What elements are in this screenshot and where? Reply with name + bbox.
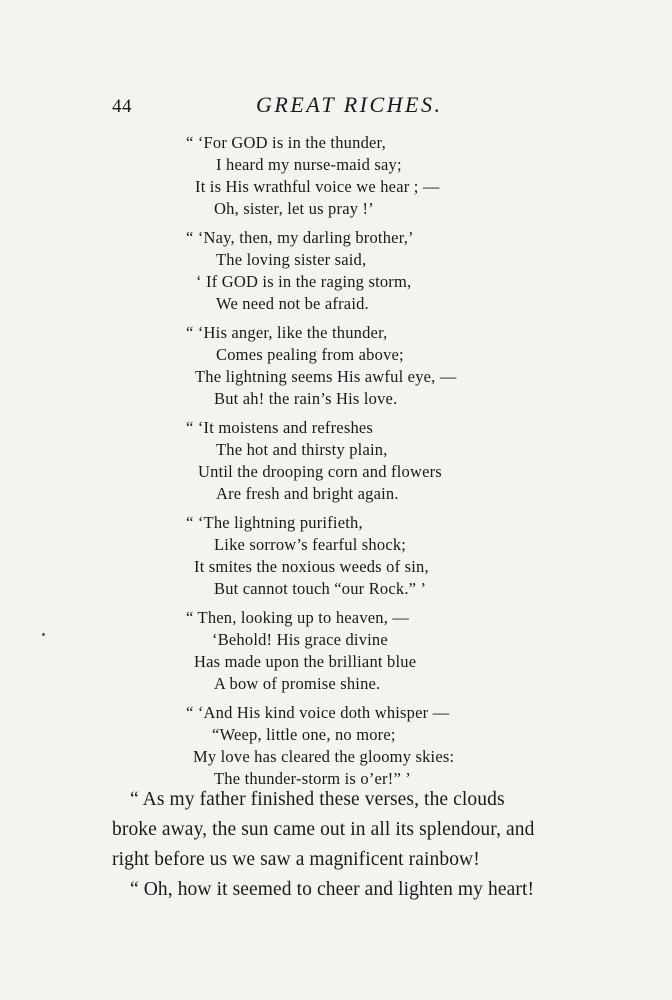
stanza-3 [0,322,672,417]
stanza-4 [0,417,672,512]
prose-line: right before us we saw a magnificent rainbow! [112,849,480,870]
poem-line: A bow of promise shine. [214,674,381,693]
poem-line: The hot and thirsty plain, [216,440,388,459]
page-header [0,92,672,124]
poem-line: Comes pealing from above; [216,345,404,364]
stanza-7 [0,702,672,797]
poem-line: Has made upon the brilliant blue [194,652,417,671]
poem-line: “ ‘For GOD is in the thunder, [186,133,386,152]
prose-line: “ Oh, how it seemed to cheer and lighten my heart! [130,879,535,900]
stanza-1 [0,132,672,227]
poem-line: I heard my nurse-maid say; [216,155,402,174]
poem-line: But ah! the rain’s His love. [214,389,398,408]
poem-line: The lightning seems His awful eye, — [195,367,457,386]
poem-line: ‘Behold! His grace divine [212,630,388,649]
poem-line: My love has cleared the gloomy skies: [193,747,455,766]
poem-line: “Weep, little one, no more; [212,725,396,744]
poem-line: Oh, sister, let us pray !’ [214,199,374,218]
poem-line: But cannot touch “our Rock.” ’ [214,579,427,598]
stanza-5 [0,512,672,607]
poem-line: “ ‘And His kind voice doth whisper — [186,703,450,722]
poem-line: ‘ If GOD is in the raging storm, [196,272,412,291]
prose-line: broke away, the sun came out in all its splendour, and [112,819,535,840]
poem-line: “ ‘Nay, then, my darling brother,’ [186,228,414,247]
stanza-6 [0,607,672,702]
poem-line: Until the drooping corn and flowers [198,462,442,481]
poem-line: Are fresh and bright again. [216,484,399,503]
print-speck [42,633,45,636]
stanza-2 [0,227,672,322]
poem-line: Like sorrow’s fearful shock; [214,535,407,554]
poem-line: “ ‘The lightning purifieth, [186,513,363,532]
poem-line: “ ‘His anger, like the thunder, [186,323,388,342]
poem [0,132,672,797]
poem-line: It smites the noxious weeds of sin, [194,557,429,576]
poem-line: We need not be afraid. [216,294,369,313]
poem-line: It is His wrathful voice we hear ; — [195,177,440,196]
poem-line: The loving sister said, [216,250,367,269]
running-title: GREAT RICHES. [256,92,443,117]
prose-line: “ As my father finished these verses, the clouds [130,789,505,810]
page-number: 44 [112,96,132,117]
poem-line: “ Then, looking up to heaven, — [186,608,410,627]
poem-line: The thunder-storm is o’er!” ’ [214,769,411,788]
poem-line: “ ‘It moistens and refreshes [186,418,374,437]
